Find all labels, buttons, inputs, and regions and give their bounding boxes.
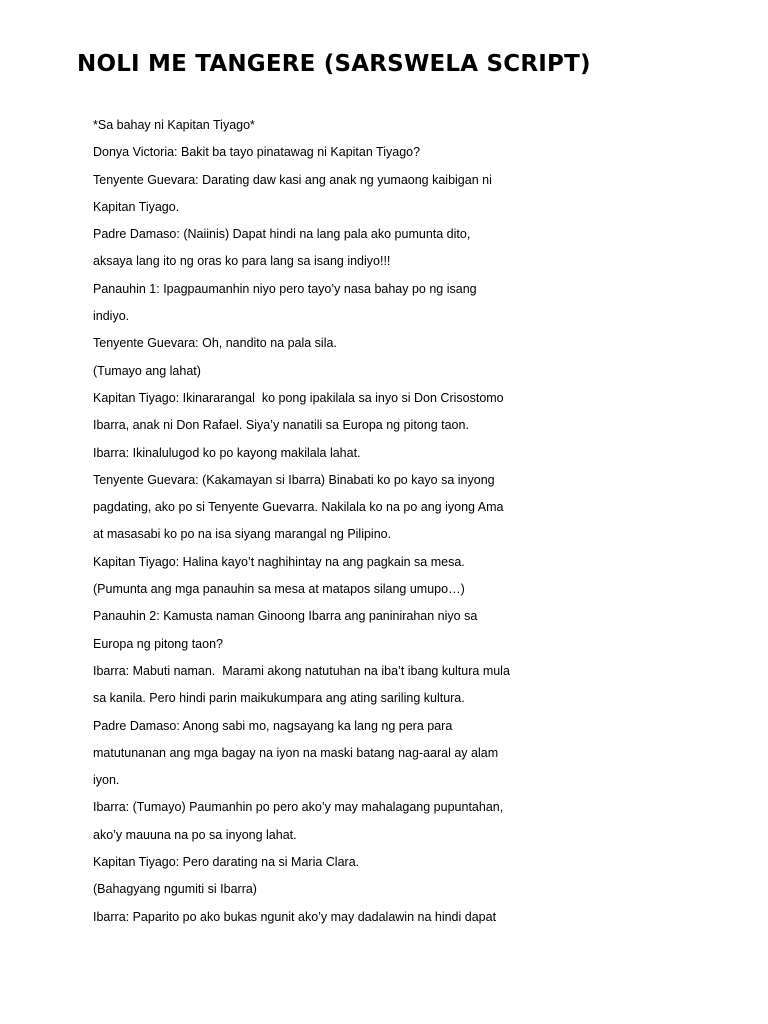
script-line: aksaya lang ito ng oras ko para lang sa isang indiyo!!! xyxy=(93,254,391,269)
script-body xyxy=(93,112,510,931)
script-line: Donya Victoria: Bakit ba tayo pinatawag ni Kapitan Tiyago? xyxy=(93,145,421,160)
script-line: (Pumunta ang mga panauhin sa mesa at matapos silang umupo…) xyxy=(93,582,465,597)
script-line: Panauhin 2: Kamusta naman Ginoong Ibarra ang paninirahan niyo sa xyxy=(93,609,478,624)
script-line: Ibarra: Ikinalulugod ko po kayong makilala lahat. xyxy=(93,445,361,460)
script-line: iyon. xyxy=(93,773,120,788)
script-line: Panauhin 1: Ipagpaumanhin niyo pero tayo’y nasa bahay po ng isang xyxy=(93,281,477,296)
script-line: ako’y mauuna na po sa inyong lahat. xyxy=(93,827,297,842)
script-line: Tenyente Guevara: Darating daw kasi ang anak ng yumaong kaibigan ni xyxy=(93,172,492,187)
script-line: Tenyente Guevara: Oh, nandito na pala sila. xyxy=(93,336,337,351)
script-line: matutunanan ang mga bagay na iyon na maski batang nag-aaral ay alam xyxy=(93,745,499,760)
script-line: Kapitan Tiyago: Ikinararangal ko pong ipakilala sa inyo si Don Crisostomo xyxy=(93,390,504,405)
script-line: Kapitan Tiyago: Halina kayo’t naghihintay na ang pagkain sa mesa. xyxy=(93,554,465,569)
script-line: Padre Damaso: (Naiinis) Dapat hindi na lang pala ako pumunta dito, xyxy=(93,227,471,242)
script-line: Ibarra, anak ni Don Rafael. Siya’y nanatili sa Europa ng pitong taon. xyxy=(93,418,469,433)
script-line: (Bahagyang ngumiti si Ibarra) xyxy=(93,882,257,897)
script-line: Padre Damaso: Anong sabi mo, nagsayang ka lang ng pera para xyxy=(93,718,453,733)
script-line: *Sa bahay ni Kapitan Tiyago* xyxy=(93,118,255,132)
script-line: Ibarra: Mabuti naman. Marami akong natutuhan na iba’t ibang kultura mula xyxy=(93,663,510,678)
script-line: (Tumayo ang lahat) xyxy=(93,363,201,378)
script-line: Ibarra: (Tumayo) Paumanhin po pero ako’y may mahalagang pupuntahan, xyxy=(93,800,504,815)
script-line: Europa ng pitong taon? xyxy=(93,636,223,651)
script-line: at masasabi ko po na isa siyang marangal ng Pilipino. xyxy=(93,527,392,542)
script-line: Ibarra: Paparito po ako bukas ngunit ako’y may dadalawin na hindi dapat xyxy=(93,909,497,924)
script-line: Tenyente Guevara: (Kakamayan si Ibarra) Binabati ko po kayo sa inyong xyxy=(93,472,495,487)
script-line: Kapitan Tiyago: Pero darating na si Maria Clara. xyxy=(93,855,360,870)
script-line: pagdating, ako po si Tenyente Guevarra. Nakilala ko na po ang iyong Ama xyxy=(93,500,504,515)
script-line: sa kanila. Pero hindi parin maikukumpara ang ating sariling kultura. xyxy=(93,691,465,706)
script-line: Kapitan Tiyago. xyxy=(93,199,180,214)
page-title: NOLI ME TANGERE (SARSWELA SCRIPT) xyxy=(77,51,591,77)
script-line: indiyo. xyxy=(93,309,130,324)
